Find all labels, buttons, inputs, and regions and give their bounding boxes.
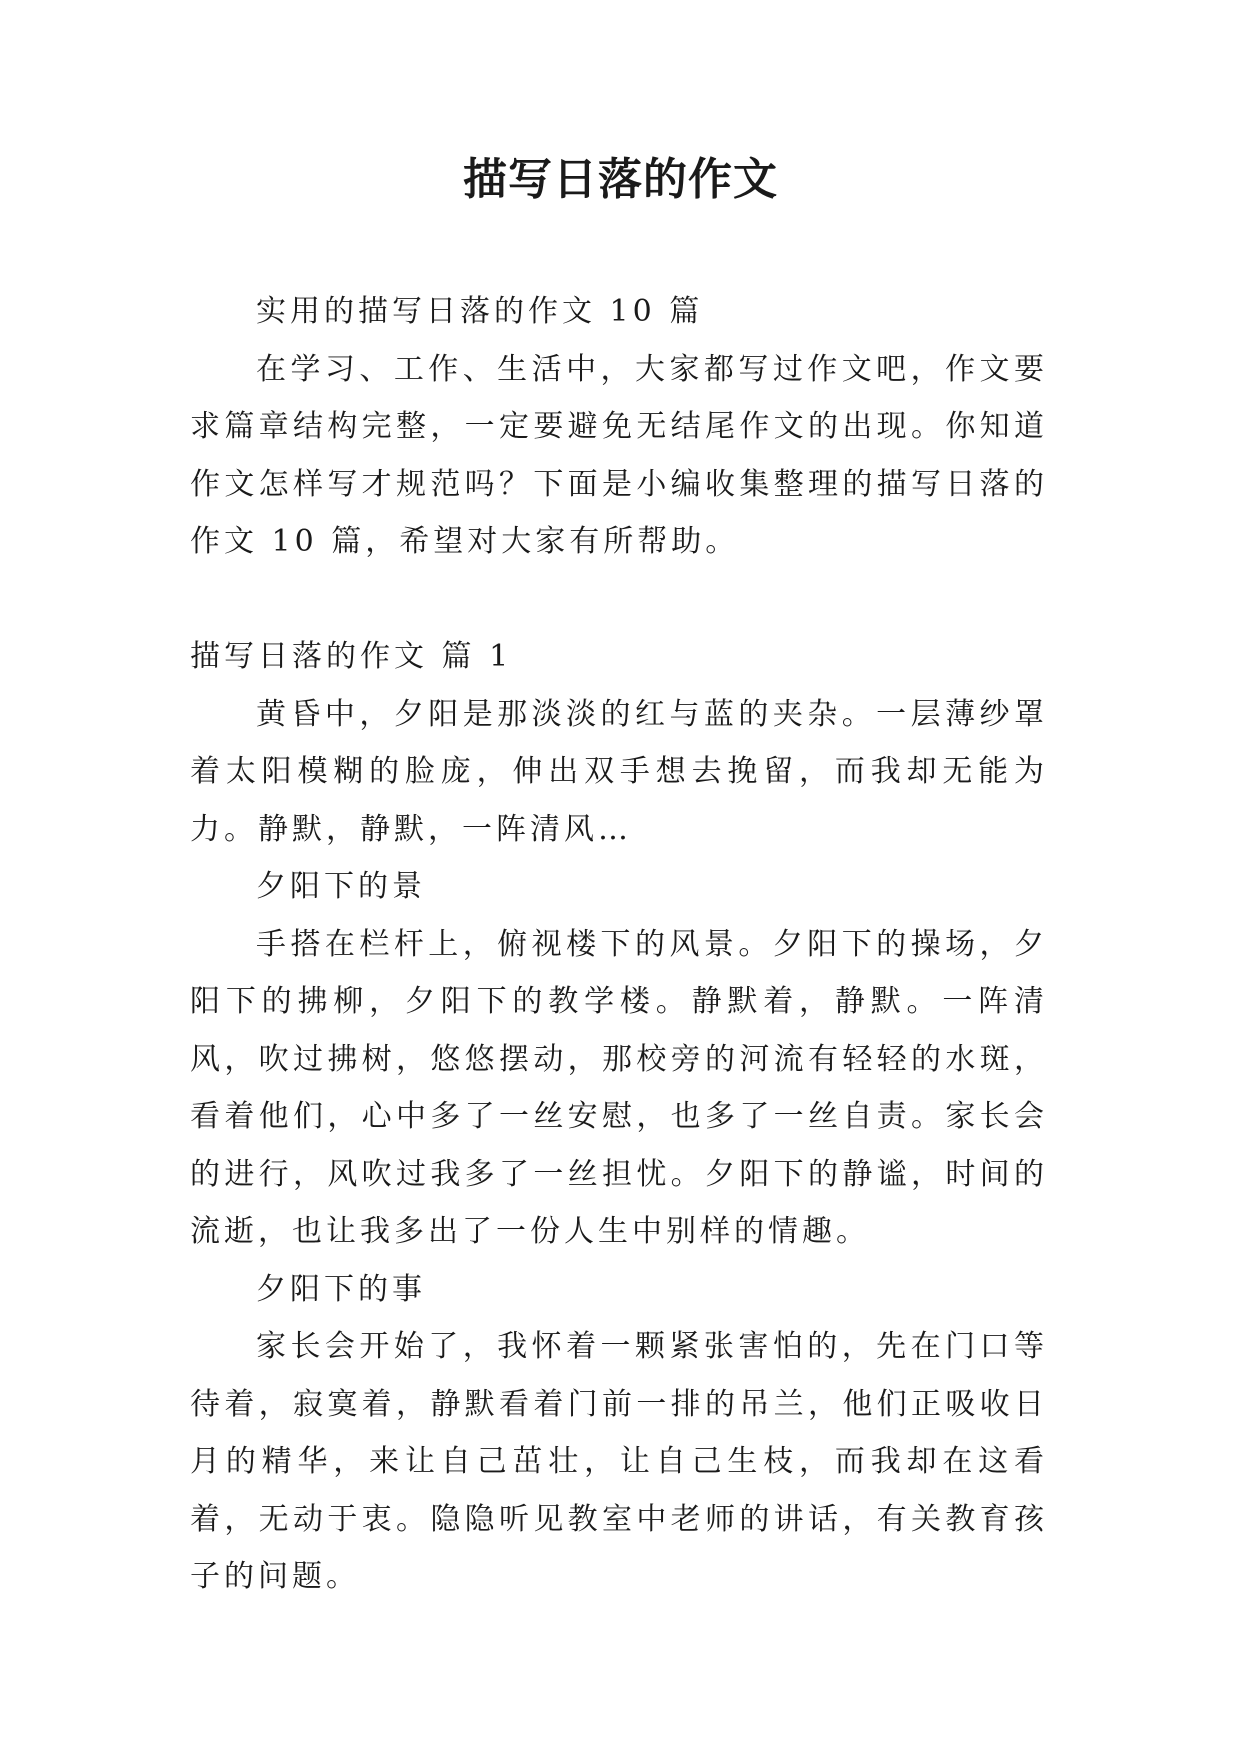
subheading-paragraph: 夕阳下的事 <box>256 1271 426 1307</box>
document-body <box>190 283 1048 1606</box>
intro-paragraph: 在学习、工作、生活中，大家都写过作文吧，作文要求篇章结构完整，一定要避免无结尾作文的出现。你知道作文怎样写才规范吗？下面是小编收集整理的描写日落的作文 10 篇，希望对大家有所帮助。 <box>190 351 1048 559</box>
body-paragraph: 黄昏中，夕阳是那淡淡的红与蓝的夹杂。一层薄纱罩着太阳模糊的脸庞，伸出双手想去挽留，而我却无能为力。静默，静默，一阵清风… <box>190 696 1048 847</box>
paragraph-gap <box>190 571 1048 629</box>
subheading-paragraph: 夕阳下的景 <box>256 869 426 904</box>
subtitle-paragraph: 实用的描写日落的作文 10 篇 <box>256 294 704 329</box>
section-heading: 描写日落的作文 篇 1 <box>190 639 513 674</box>
body-paragraph: 家长会开始了，我怀着一颗紧张害怕的，先在门口等待着，寂寞着，静默看着门前一排的吊兰，他们正吸收日月的精华，来让自己茁壮，让自己生枝，而我却在这看着，无动于衷。隐隐听见教室中老师的讲话，有关教育孩子的问题。 <box>190 1329 1048 1594</box>
body-paragraph: 手搭在栏杆上，俯视楼下的风景。夕阳下的操场，夕阳下的拂柳，夕阳下的教学楼。静默着，静默。一阵清风，吹过拂树，悠悠摆动，那校旁的河流有轻轻的水斑，看着他们，心中多了一丝安慰，也多了一丝自责。家长会的进行，风吹过我多了一丝担忧。夕阳下的静谧，时间的流逝，也让我多出了一份人生中别样的情趣。 <box>190 926 1048 1249</box>
document-title: 描写日落的作文 <box>463 154 778 205</box>
